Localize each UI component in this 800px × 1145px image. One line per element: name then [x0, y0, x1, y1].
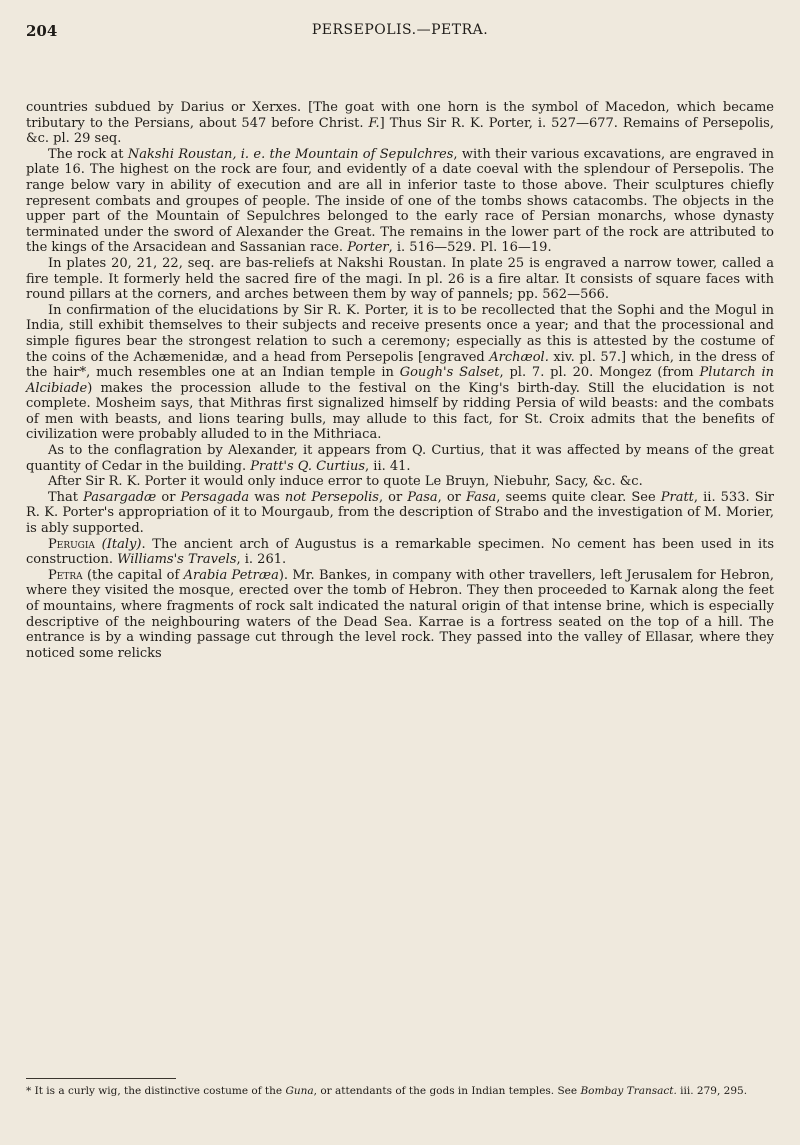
text-run: That — [48, 489, 84, 505]
italic-text: Porter — [347, 240, 389, 256]
italic-text: Plutarch in Alcibiade — [26, 365, 774, 396]
italic-text: Pratt — [660, 489, 694, 505]
text-run: , with their various excavations, are engraved in plate 16. The highest on the rock are four, and evidently of a date coeval with the splendour of Persepolis. The range below vary in ability of execution and are all in inferior taste to those above. Their sculptures chiefly represent combats and groupes of people. The inside of one of the tombs shows catacombs. The objects in the upper part of the Mountain of Sepulchres belonged to the early race of Persian monarchs, whose dynasty terminated under the sword of Alexander the Great. The remains in the lower part of the rock are attributed to the kings of the Arsacidean and Sassanian race. — [26, 146, 774, 256]
text-run: xiv. pl. 57.] which, in the dress of the hair*, much resembles one at an Indian temple in — [26, 349, 774, 381]
footnote-rule — [26, 1078, 176, 1079]
italic-text: Fasa — [465, 489, 497, 505]
text-run: , or — [437, 489, 466, 505]
paragraph — [26, 147, 774, 256]
text-run: , ii. 533. Sir R. K. Porter's appropriation of it to Mourgaub, from the description of Strabo and the investigation of M. Morier, is ably supported. — [26, 489, 774, 537]
italic-text: Gough's Salset — [399, 365, 500, 381]
small-caps-heading: Petra — [48, 567, 83, 583]
text-run: , or attendants of the gods in Indian temples. See — [313, 1085, 581, 1097]
text-run: countries subdued by Darius or Xerxes. [The goat with one horn is the symbol of Macedon, which became tributary to the Persians, about 547 before Christ. — [26, 100, 774, 131]
text-run: , ii. 41. — [365, 458, 411, 474]
text-run: , or — [378, 489, 408, 505]
text-run: ). Mr. Bankes, in company with other travellers, left Jerusalem for Hebron, where they visited the mosque, erected over the tomb of Hebron. They then proceeded to Karnak along the feet of mountains, where fragments of rock salt indicated the natural origin of that intense brine, which is especially descriptive of the neighbouring waters of the Dead Sea. Karrae is a fortress seated on the top of a hill. The entrance is by a winding passage cut through the level rock. They passed into the valley of Ellasar, where they noticed some relicks — [26, 567, 775, 661]
paragraph — [26, 568, 774, 662]
text-run: iii. 279, 295. — [676, 1085, 748, 1097]
text-run: As to the conflagration by Alexander, it appears from Q. Curtius, that it was affected by means of the great quantity of Cedar in the building. — [26, 443, 774, 474]
text-run: In confirmation of the elucidations by Sir R. K. Porter, it is to be recollected that the Sophi and the Mogul in India, still exhibit themselves to their subjects and receive presents once a year; and that the processional and simple figures bear the strongest relation to such a ceremony; especially as this is attested by the costume of the coins of the Achæmenidæ, and a head from Persepolis [engraved — [26, 302, 774, 365]
paragraph — [26, 474, 774, 490]
italic-text: Guna — [285, 1085, 314, 1097]
text-run: After Sir R. K. Porter it would only induce error to quote Le Bruyn, Niebuhr, Sacy, &c. &c. — [48, 474, 643, 490]
italic-text: Pasa — [407, 489, 438, 505]
italic-text: Persagada — [180, 489, 250, 505]
body-text — [26, 100, 774, 661]
page-header — [26, 22, 774, 52]
text-run: was — [249, 489, 285, 505]
small-caps-heading: Perugia — [48, 536, 95, 552]
italic-text: Bombay Transact. — [580, 1085, 677, 1097]
text-run — [95, 537, 102, 552]
page-number: 204 — [26, 22, 58, 40]
text-run: (the capital of — [82, 567, 184, 583]
text-run: . The ancient arch of Augustus is a remarkable specimen. No cement has been used in its construction. — [26, 536, 774, 568]
text-run: The rock at — [48, 146, 128, 162]
italic-text: Williams's Travels — [117, 552, 237, 568]
paragraph — [26, 303, 774, 443]
text-run: ) makes the procession allude to the festival on the King's birth-day. Still the elucidation is not complete. Mosheim says, that Mithras first signalized himself by ridding Persia of wild beasts: and the combats of men with beasts, and lions tearing bulls, may allude to this fact, for St. Croix admits that the benefits of civilization were probably alluded to in the Mithriaca. — [26, 380, 774, 443]
paragraph — [26, 537, 774, 568]
italic-text: F. — [368, 115, 380, 131]
text-run: , seems quite clear. See — [496, 489, 661, 505]
italic-text: Archæol. — [489, 349, 549, 365]
text-run: , i. 516—529. Pl. 16—19. — [388, 240, 552, 256]
italic-text: not Persepolis — [284, 489, 379, 505]
paragraph — [26, 443, 774, 474]
text-run: or — [156, 489, 181, 505]
italic-text: Nakshi Roustan, i. e. the Mountain of Sepulchres — [127, 146, 454, 162]
paragraph — [26, 256, 774, 303]
italic-text: Arabia Petræa — [183, 567, 279, 583]
footnote — [26, 1085, 774, 1098]
italic-text: Pasargadæ — [83, 489, 157, 505]
paragraph — [26, 100, 774, 147]
running-head: PERSEPOLIS.—PETRA. — [311, 22, 489, 38]
text-run: ] Thus Sir R. K. Porter, i. 527—677. Remains of Persepolis, &c. pl. 29 seq. — [26, 115, 774, 147]
text-run: , i. 261. — [236, 552, 287, 568]
italic-text: Pratt's Q. Curtius — [250, 458, 366, 474]
italic-text: (Italy) — [101, 536, 142, 552]
text-run: , pl. 7. pl. 20. Mongez (from — [499, 365, 700, 381]
text-run: In plates 20, 21, 22, seq. are bas-reliefs at Nakshi Roustan. In plate 25 is engraved a narrow tower, called a fire temple. It formerly held the sacred fire of the magi. In pl. 26 is a fire altar. It consists of square faces with round pillars at the corners, and arches between them by way of pannels; pp. 562—566. — [26, 255, 774, 303]
text-run: * It is a curly wig, the distinctive costume of the — [26, 1085, 286, 1097]
paragraph — [26, 490, 774, 537]
